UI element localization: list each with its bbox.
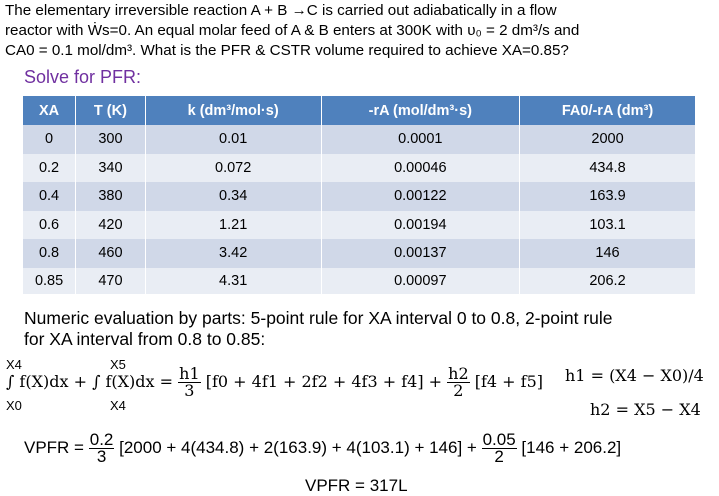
vpfr-lhs: VPFR =: [24, 437, 84, 457]
cell: 470: [76, 268, 146, 294]
cell: 0.00046: [321, 154, 519, 183]
numeric-evaluation-text: [24, 308, 714, 350]
cell: 146: [520, 239, 695, 268]
cell: 0.85: [23, 268, 76, 294]
cell: 0: [23, 125, 76, 154]
cell: 0.00194: [321, 211, 519, 240]
fraction-denominator: 3: [96, 447, 107, 466]
h1-definition: h1 = (X4 − X0)/4: [565, 366, 704, 385]
cell: 0.4: [23, 182, 76, 211]
cell: 0.0001: [321, 125, 519, 154]
table-row: [23, 182, 695, 211]
integral-expression: ∫ f(X)dx + ∫ f(X)dx =: [6, 372, 174, 391]
table-row: [23, 211, 695, 240]
integral-2-lower-limit: X4: [110, 398, 126, 413]
cell: 2000: [520, 125, 695, 154]
problem-line-2: reactor with Ẇs=0. An equal molar feed of A & B enters at 300K with υ₀ = 2 dm³/s and: [5, 22, 580, 39]
cell: 0.6: [23, 211, 76, 240]
fraction-0-05-over-2: [482, 432, 517, 465]
cell: 0.2: [23, 154, 76, 183]
problem-line-3: CA0 = 0.1 mol/dm³. What is the PFR & CSTR volume required to achieve XA=0.85?: [5, 42, 569, 59]
problem-statement: [5, 1, 715, 61]
numeric-line-2: for XA interval from 0.8 to 0.85:: [24, 329, 266, 349]
cell: 0.072: [145, 154, 321, 183]
table-header-row: [23, 96, 695, 125]
cell: 0.34: [145, 182, 321, 211]
cell: 380: [76, 182, 146, 211]
fraction-numerator: h1: [179, 364, 200, 383]
table-row: [23, 154, 695, 183]
table-row: [23, 239, 695, 268]
cell: 300: [76, 125, 146, 154]
fraction-0-2-over-3: [89, 432, 115, 465]
cell: 420: [76, 211, 146, 240]
vpfr-term-1: [2000 + 4(434.8) + 2(163.9) + 4(103.1) + 146] +: [119, 437, 477, 457]
vpfr-term-2: [146 + 206.2]: [521, 437, 622, 457]
col-header-rate: -rA (mol/dm³·s): [321, 96, 519, 125]
vpfr-equation: [24, 432, 621, 465]
fraction-h2-over-2: [447, 366, 469, 399]
cell: 163.9: [520, 182, 695, 211]
cell: 0.8: [23, 239, 76, 268]
integral-1-lower-limit: X0: [6, 398, 22, 413]
cell: 0.00097: [321, 268, 519, 294]
h2-definition: h2 = X5 − X4: [590, 400, 701, 419]
col-header-levenspiel: FA0/-rA (dm³): [520, 96, 695, 125]
numeric-line-1: Numeric evaluation by parts: 5-point rule for XA interval 0 to 0.8, 2-point rule: [24, 308, 613, 328]
fraction-h1-over-3: [178, 366, 200, 399]
cell: 4.31: [145, 268, 321, 294]
cell: 103.1: [520, 211, 695, 240]
integral-2-upper-limit: X5: [110, 357, 126, 372]
cell: 3.42: [145, 239, 321, 268]
cell: 1.21: [145, 211, 321, 240]
cell: 0.01: [145, 125, 321, 154]
fraction-numerator: 0.05: [482, 430, 516, 449]
fraction-denominator: 2: [453, 381, 464, 400]
col-header-k: k (dm³/mol·s): [145, 96, 321, 125]
col-header-xa: XA: [23, 96, 76, 125]
table-row: [23, 125, 695, 154]
fraction-denominator: 3: [184, 381, 195, 400]
cell: 0.00137: [321, 239, 519, 268]
fraction-numerator: 0.2: [89, 430, 114, 449]
two-point-bracket: [f4 + f5]: [474, 372, 543, 391]
col-header-temp: T (K): [76, 96, 146, 125]
integral-1-upper-limit: X4: [6, 357, 22, 372]
data-table: [23, 96, 695, 294]
cell: 460: [76, 239, 146, 268]
vpfr-result: VPFR = 317L: [305, 476, 408, 495]
cell: 340: [76, 154, 146, 183]
five-point-bracket: [f0 + 4f1 + 2f2 + 4f3 + f4] +: [205, 372, 443, 391]
cell: 434.8: [520, 154, 695, 183]
fraction-numerator: h2: [448, 364, 469, 383]
problem-line-1: The elementary irreversible reaction A + B →C is carried out adiabatically in a flow: [5, 2, 557, 19]
solve-heading: Solve for PFR:: [24, 67, 142, 87]
fraction-denominator: 2: [494, 447, 504, 466]
cell: 0.00122: [321, 182, 519, 211]
simpson-equation: [6, 366, 543, 399]
cell: 206.2: [520, 268, 695, 294]
table-row: [23, 268, 695, 294]
